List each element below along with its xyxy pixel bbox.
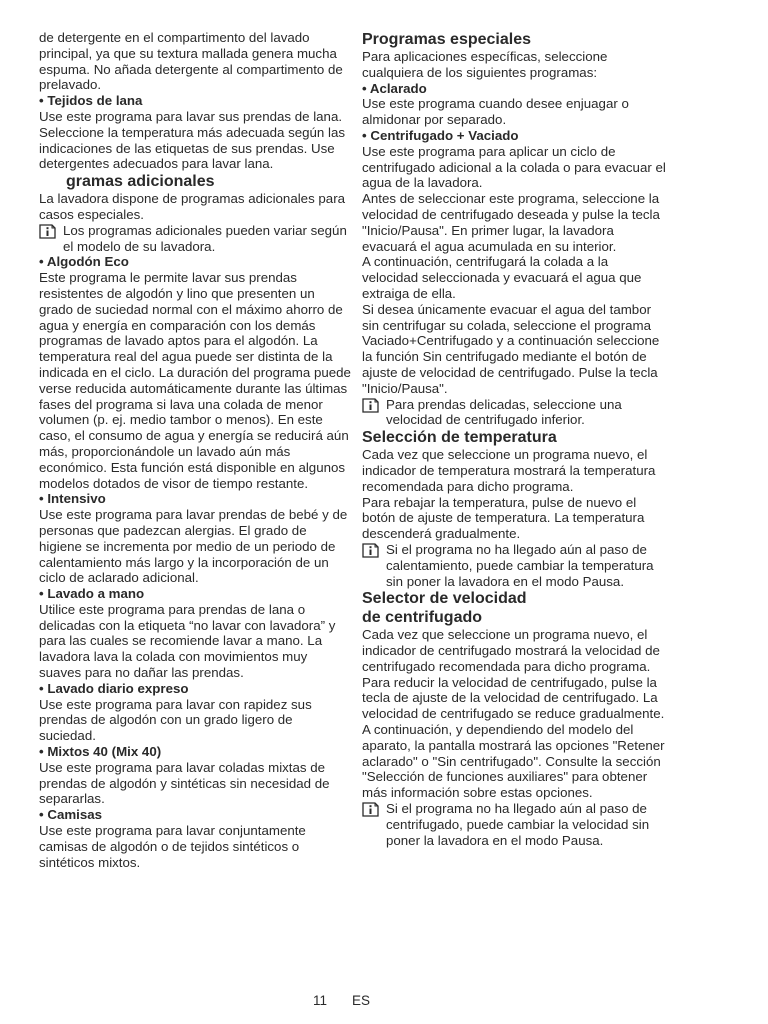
lavado-mano-title: • Lavado a mano [39, 586, 145, 602]
intro-paragraph: de detergente en el compartimento del lavado principal, ya que su textura mallada genera mucha espuma. No añada detergente al compartimento de prelavado. [39, 30, 343, 93]
seleccion-temperatura-heading: Selección de temperatura [362, 429, 557, 447]
centrifugado-text-1: Use este programa para aplicar un ciclo de centrifugado adicional a la colada o para evacuar el agua de la lavadora. [362, 143, 666, 191]
info-icon [362, 543, 379, 558]
centrifugado-vaciado-title: • Centrifugado + Vaciado [362, 127, 519, 143]
programas-especiales-heading: Programas especiales [362, 31, 531, 48]
selector-velocidad-heading-line1: Selector de velocidad [362, 590, 527, 608]
centrifugado-text-2: Antes de seleccionar este programa, seleccione la velocidad de centrifugado deseada y pulse la tecla "Inicio/Pausa". En primer lugar, la lavadora evacuará el agua acumulada en su interior. [362, 191, 660, 254]
info-icon [39, 224, 56, 239]
selector-velocidad-heading-line2: de centrifugado [362, 609, 483, 627]
tejidos-lana-title: • Tejidos de lana [39, 93, 143, 109]
note-text: Los programas adicionales pueden variar según el modelo de su lavadora. [63, 222, 347, 254]
info-icon [362, 398, 379, 413]
note-temperatura [362, 542, 666, 589]
note-text: Si el programa no ha llegado aún al paso de centrifugado, puede cambiar la velocidad sin poner la lavadora en el modo Pausa. [386, 801, 650, 848]
velocidad-text-2: Para reducir la velocidad de centrifugado, pulse la tecla de ajuste de la velocidad de centrifugado. La velocidad de centrifugado se reduce gradualmente. A continuación, y dependiendo del modelo del aparato, la pantalla mostrará las opciones "Retener aclarado" o "Sin centrifugado". Consulte la sección "Selección de funciones auxiliares" para obtener más información sobre estas opciones. [362, 674, 665, 801]
page-number: 11 [313, 993, 328, 1008]
note-programas-adicionales [39, 223, 351, 255]
temperatura-text-1: Cada vez que seleccione un programa nuevo, el indicador de temperatura mostrará la temperatura recomendada para dicho programa. [362, 447, 656, 494]
algodon-eco-text: Este programa le permite lavar sus prendas resistentes de algodón y lino que presenten un grado de suciedad normal con el máximo ahorro de agua y energía en comparación con los demás programas de lavado aptos para el algodón. La temperatura real del agua puede ser distinta de la indicada en el ciclo. La duración del programa puede verse reducida automáticamente durante las últimas fases del programa si lava una colada de menor volumen (p. ej. medio tambor o menos). En este caso, el consumo de agua y energía se reducirá aún más, proporcionándole un lavado aún más económico. Esta función está disponible en algunos modelos dotados de visor de tiempo restante. [39, 270, 351, 491]
right-column [362, 30, 666, 848]
centrifugado-text-3: A continuación, centrifugará la colada a la velocidad seleccionada y evacuará el agua que extraiga de ella. [362, 254, 642, 301]
note-prendas-delicadas [362, 397, 666, 429]
mixtos-text: Use este programa para lavar coladas mixtas de prendas de algodón y sintéticas sin necesidad de separarlas. [39, 759, 330, 807]
algodon-eco-title: • Algodón Eco [39, 254, 129, 270]
intensivo-title: • Intensivo [39, 491, 106, 507]
programas-adicionales-heading: gramas adicionales [66, 173, 215, 191]
left-column [39, 30, 351, 870]
note-text: Para prendas delicadas, seleccione una velocidad de centrifugado inferior. [386, 396, 622, 428]
centrifugado-text-4: Si desea únicamente evacuar el agua del tambor sin centrifugar su colada, seleccione el programa Vaciado+Centrifugado y a continuación seleccione la función Sin centrifugado mediante el botón de ajuste de velocidad de centrifugado. Pulse la tecla "Inicio/Pausa". [362, 301, 660, 396]
camisas-text: Use este programa para lavar conjuntamente camisas de algodón o de tejidos sintéticos o sintéticos mixtos. [39, 823, 306, 870]
intensivo-text: Use este programa para lavar prendas de bebé y de personas que padezcan alergias. El grado de higiene se incrementa por medio de un periodo de calentamiento más largo y la incorporación de un ciclo de aclarado adicional. [39, 507, 348, 586]
camisas-title: • Camisas [39, 807, 103, 823]
velocidad-text-1: Cada vez que seleccione un programa nuevo, el indicador de centrifugado mostrará la velocidad de centrifugado recomendada para dicho programa. [362, 627, 660, 674]
temperatura-text-2: Para rebajar la temperatura, pulse de nuevo el botón de ajuste de temperatura. La temperatura descenderá gradualmente. [362, 494, 645, 542]
info-icon [362, 802, 379, 817]
mixtos-title: • Mixtos 40 (Mix 40) [39, 744, 162, 760]
programas-especiales-text: Para aplicaciones específicas, seleccione cualquiera de los siguientes programas: [362, 49, 608, 80]
lavado-diario-text: Use este programa para lavar con rapidez sus prendas de algodón con un grado ligero de suciedad. [39, 696, 312, 744]
tejidos-lana-text: Use este programa para lavar sus prendas de lana. Seleccione la temperatura más adecuada según las indicaciones de las etiquetas de sus prendas. Use detergentes adecuados para lavar lana. [39, 108, 346, 172]
aclarado-text: Use este programa cuando desee enjuagar o almidonar por separado. [362, 96, 629, 128]
programas-adicionales-text: La lavadora dispone de programas adicionales para casos especiales. [39, 191, 346, 222]
note-velocidad [362, 801, 666, 848]
language-code: ES [352, 993, 371, 1008]
note-text: Si el programa no ha llegado aún al paso de calentamiento, puede cambiar la temperatura sin poner la lavadora en el modo Pausa. [386, 541, 654, 589]
lavado-mano-text: Utilice este programa para prendas de lana o delicadas con la etiqueta “no lavar con lavadora” y para las cuales se recomiende lavar a mano. La lavadora lava la colada con movimientos muy suaves para no dañar las prendas. [39, 601, 336, 681]
aclarado-title: • Aclarado [362, 80, 427, 96]
lavado-diario-title: • Lavado diario expreso [39, 680, 189, 696]
